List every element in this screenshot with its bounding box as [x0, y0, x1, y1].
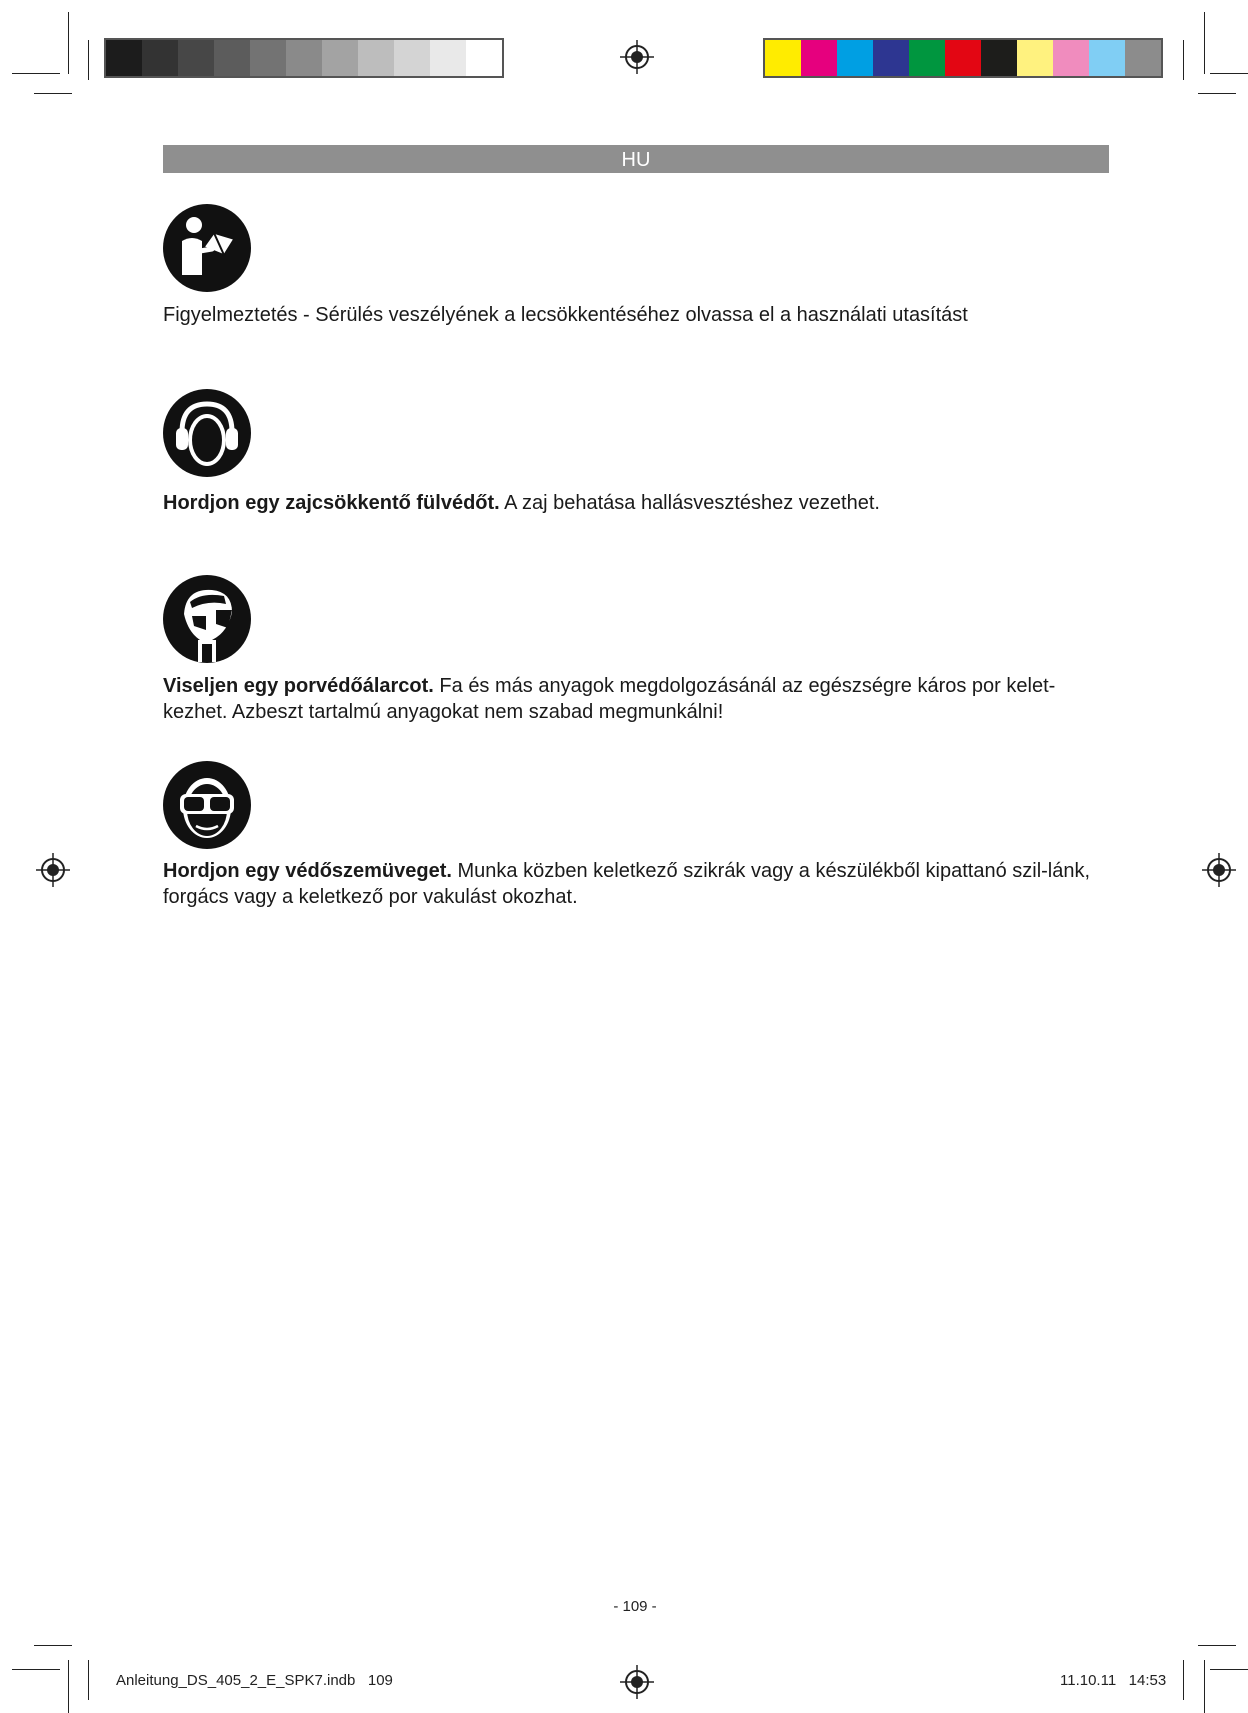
- color-swatch: [430, 40, 466, 76]
- color-swatch: [837, 40, 873, 76]
- crop-mark: [34, 93, 72, 94]
- color-swatch: [1089, 40, 1125, 76]
- color-swatch: [1053, 40, 1089, 76]
- warning-read-manual-text: [163, 302, 1103, 328]
- color-swatch: [322, 40, 358, 76]
- color-swatch: [945, 40, 981, 76]
- registration-mark-icon: [1202, 853, 1236, 887]
- crop-mark: [1198, 93, 1236, 94]
- crop-mark: [1210, 1669, 1248, 1670]
- footer-filename: Anleitung_DS_405_2_E_SPK7.indb 109: [116, 1672, 393, 1689]
- crop-mark: [88, 1660, 89, 1700]
- color-calibration-bar: [763, 38, 1163, 78]
- read-manual-icon: [162, 203, 252, 293]
- dust-mask-text: [163, 673, 1103, 725]
- color-swatch: [873, 40, 909, 76]
- color-swatch: [1017, 40, 1053, 76]
- dust-mask-icon: [162, 574, 252, 664]
- ear-protection-icon: [162, 388, 252, 478]
- safety-goggles-text: [163, 858, 1103, 910]
- ear-protection-bold: Hordjon egy zajcsökkentő fülvédőt.: [163, 492, 500, 514]
- dust-mask-bold: Viseljen egy porvédőálarcot.: [163, 675, 434, 697]
- registration-mark-icon: [620, 40, 654, 74]
- crop-mark: [88, 40, 89, 80]
- color-swatch: [358, 40, 394, 76]
- color-swatch: [1125, 40, 1161, 76]
- dust-mask-body: Fa és más anyagok megdolgozásánál az egészségre káros por kelet-kezhet. Azbeszt tartalmú anyagokat nem szabad megmunkálni!: [163, 675, 1056, 723]
- color-swatch: [214, 40, 250, 76]
- crop-mark: [1183, 40, 1184, 80]
- crop-mark: [68, 12, 69, 74]
- crop-mark: [1204, 12, 1205, 74]
- crop-mark: [34, 1645, 72, 1646]
- color-swatch: [981, 40, 1017, 76]
- ear-protection-text: [163, 490, 1103, 516]
- safety-goggles-body: Munka közben keletkező szikrák vagy a készülékből kipattanó szil-lánk, forgács vagy a keletkező por vakulást okozhat.: [163, 860, 1091, 908]
- color-swatch: [466, 40, 502, 76]
- color-swatch: [801, 40, 837, 76]
- crop-mark: [1210, 73, 1248, 74]
- color-swatch: [106, 40, 142, 76]
- safety-goggles-icon: [162, 760, 252, 850]
- color-swatch: [765, 40, 801, 76]
- color-swatch: [909, 40, 945, 76]
- footer-datetime: 11.10.11 14:53: [1060, 1672, 1167, 1689]
- registration-mark-icon: [620, 1665, 654, 1699]
- color-swatch: [250, 40, 286, 76]
- color-swatch: [142, 40, 178, 76]
- color-swatch: [394, 40, 430, 76]
- crop-mark: [12, 1669, 60, 1670]
- crop-mark: [12, 73, 60, 74]
- grayscale-calibration-bar: [104, 38, 504, 78]
- page-number: - 109 -: [613, 1598, 657, 1615]
- color-swatch: [178, 40, 214, 76]
- crop-mark: [1198, 1645, 1236, 1646]
- registration-mark-icon: [36, 853, 70, 887]
- crop-mark: [68, 1660, 69, 1713]
- ear-protection-body: A zaj behatása hallásvesztéshez vezethet.: [499, 492, 880, 514]
- crop-mark: [1183, 1660, 1184, 1700]
- color-swatch: [286, 40, 322, 76]
- language-code: HU: [621, 149, 651, 171]
- crop-mark: [1204, 1660, 1205, 1713]
- safety-goggles-bold: Hordjon egy védőszemüveget.: [163, 860, 452, 882]
- warning-body: Figyelmeztetés - Sérülés veszélyének a lecsökkentéséhez olvassa el a használati utasítást: [163, 304, 968, 326]
- language-header-bar: [163, 145, 1109, 173]
